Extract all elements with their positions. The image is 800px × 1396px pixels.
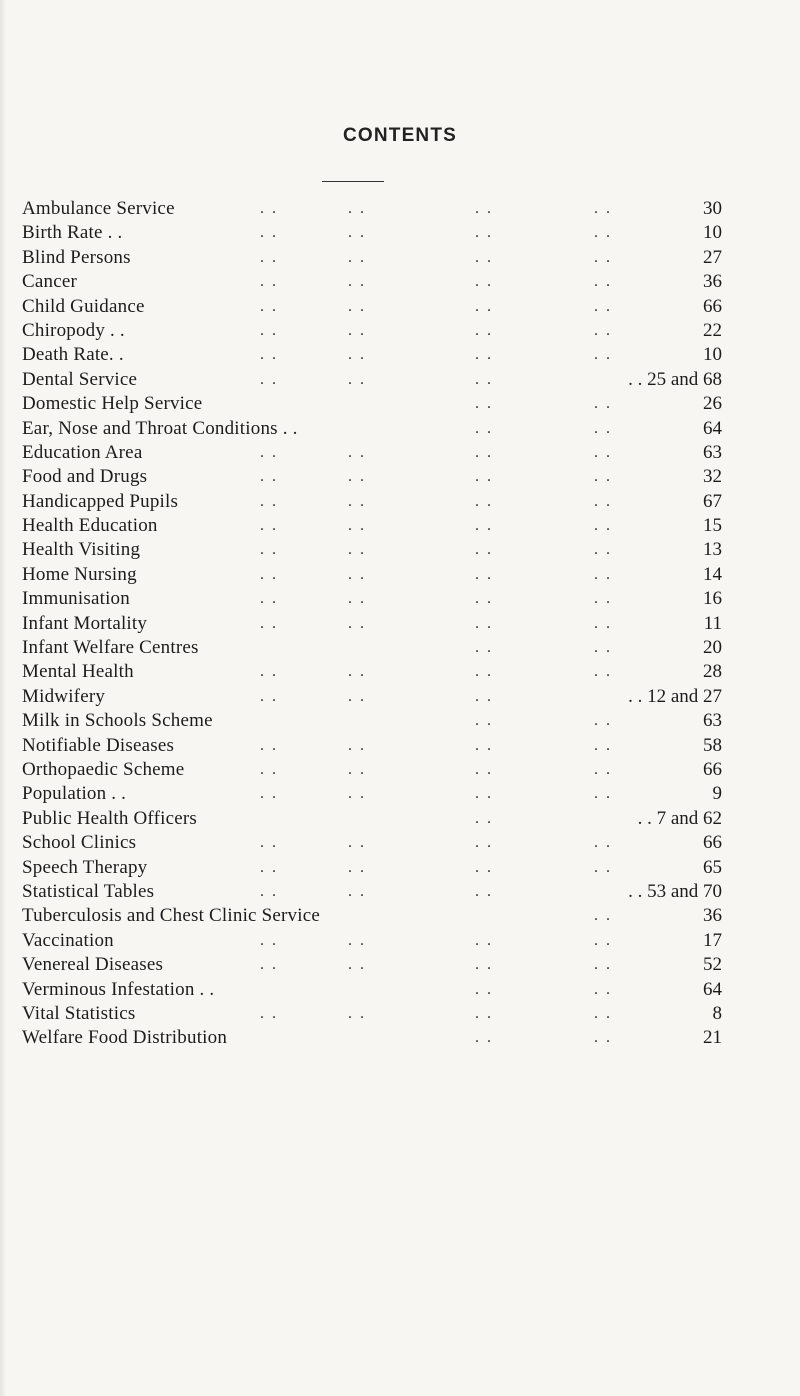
- entry-page-number: 63: [703, 441, 722, 463]
- leader-dots: . .: [475, 931, 493, 949]
- contents-entry: [22, 514, 722, 538]
- entry-page-number: 8: [712, 1002, 722, 1024]
- leader-dots: . .: [594, 931, 612, 949]
- leader-dots: . .: [475, 419, 493, 437]
- leader-dots: . .: [348, 687, 366, 705]
- entry-page-number: 28: [703, 661, 722, 683]
- entry-subject: Verminous Infestation . .: [22, 978, 215, 1000]
- contents-entry: [22, 685, 722, 709]
- entry-page-number: 11: [703, 612, 722, 634]
- leader-dots: . .: [348, 614, 366, 632]
- entry-subject: Milk in Schools Scheme: [22, 710, 213, 732]
- entry-subject: Death Rate. .: [22, 344, 124, 366]
- leader-dots: . .: [348, 736, 366, 754]
- contents-entry: [22, 953, 722, 977]
- leader-dots: . .: [594, 565, 612, 583]
- entry-page-number: 67: [703, 490, 722, 512]
- entry-page-number: 65: [703, 856, 722, 878]
- contents-entry: [22, 465, 722, 489]
- leader-dots: . .: [594, 834, 612, 852]
- leader-dots: . .: [594, 639, 612, 657]
- leader-dots: . .: [348, 492, 366, 510]
- leader-dots: . .: [594, 712, 612, 730]
- entry-subject: Mental Health: [22, 661, 134, 683]
- contents-entry: [22, 270, 722, 294]
- entry-page-number: 10: [703, 344, 722, 366]
- leader-dots: . .: [475, 980, 493, 998]
- entry-page-number: 16: [703, 588, 722, 610]
- leader-dots: . .: [475, 760, 493, 778]
- entry-subject: Infant Mortality: [22, 612, 148, 634]
- entry-subject: Home Nursing: [22, 563, 137, 585]
- leader-dots: . .: [475, 614, 493, 632]
- leader-dots: . .: [475, 858, 493, 876]
- entry-page-number: 36: [703, 271, 722, 293]
- entry-subject: Infant Welfare Centres: [22, 637, 199, 659]
- entry-page-number: 66: [703, 758, 722, 780]
- contents-entry: [22, 368, 722, 392]
- page-edge: [0, 0, 6, 1396]
- leader-dots: . .: [348, 370, 366, 388]
- leader-dots: . .: [475, 273, 493, 291]
- leader-dots: . .: [348, 785, 366, 803]
- page-title: CONTENTS: [342, 124, 458, 146]
- contents-entry: [22, 587, 722, 611]
- contents-entry: [22, 978, 722, 1002]
- leader-dots: . .: [260, 956, 278, 974]
- entry-subject: Midwifery: [22, 685, 106, 707]
- leader-dots: . .: [260, 882, 278, 900]
- leader-dots: . .: [594, 980, 612, 998]
- leader-dots: . .: [348, 882, 366, 900]
- leader-dots: . .: [475, 590, 493, 608]
- entry-subject: Public Health Officers: [22, 807, 198, 829]
- leader-dots: . .: [475, 736, 493, 754]
- leader-dots: . .: [594, 760, 612, 778]
- leader-dots: . .: [348, 224, 366, 242]
- contents-entry: [22, 758, 722, 782]
- entry-subject: Speech Therapy: [22, 856, 148, 878]
- entry-page-number: 64: [703, 417, 722, 439]
- leader-dots: . .: [594, 663, 612, 681]
- entry-page-number: 13: [703, 539, 722, 561]
- entry-page-number: 30: [703, 198, 722, 219]
- contents-entry: [22, 563, 722, 587]
- contents-entry: [22, 538, 722, 562]
- leader-dots: . .: [594, 200, 612, 217]
- entry-page-number: 66: [703, 295, 722, 317]
- leader-dots: . .: [594, 492, 612, 510]
- leader-dots: . .: [260, 760, 278, 778]
- leader-dots: . .: [260, 834, 278, 852]
- leader-dots: . .: [594, 321, 612, 339]
- leader-dots: . .: [348, 297, 366, 315]
- leader-dots: . .: [594, 614, 612, 632]
- leader-dots: . .: [475, 370, 493, 388]
- entry-page-number: 63: [703, 710, 722, 732]
- entry-subject: Population . .: [22, 783, 127, 805]
- entry-subject: Orthopaedic Scheme: [22, 758, 185, 780]
- entry-page-number: 66: [703, 832, 722, 854]
- leader-dots: . .: [475, 639, 493, 657]
- leader-dots: . .: [475, 468, 493, 486]
- leader-dots: . .: [475, 541, 493, 559]
- entry-page-number: 9: [712, 783, 722, 805]
- contents-entry: [22, 1026, 722, 1050]
- leader-dots: . .: [260, 321, 278, 339]
- entry-page-number: 32: [703, 466, 722, 488]
- entry-page-number: 17: [703, 929, 722, 951]
- leader-dots: . .: [260, 1004, 278, 1022]
- leader-dots: . .: [594, 858, 612, 876]
- leader-dots: . .: [260, 224, 278, 242]
- leader-dots: . .: [348, 321, 366, 339]
- entry-page-number: 58: [703, 734, 722, 756]
- leader-dots: . .: [475, 956, 493, 974]
- contents-entry: [22, 197, 722, 221]
- leader-dots: . .: [594, 273, 612, 291]
- leader-dots: . .: [348, 517, 366, 535]
- leader-dots: . .: [475, 492, 493, 510]
- leader-dots: . .: [475, 395, 493, 413]
- entry-page-number: 52: [703, 954, 722, 976]
- leader-dots: . .: [594, 541, 612, 559]
- leader-dots: . .: [348, 443, 366, 461]
- leader-dots: . .: [594, 956, 612, 974]
- leader-dots: . .: [348, 760, 366, 778]
- entry-subject: Immunisation: [22, 588, 130, 610]
- leader-dots: . .: [475, 443, 493, 461]
- entry-page-number: 27: [703, 246, 722, 268]
- entry-page-number: 26: [703, 393, 722, 415]
- entry-page-number: 10: [703, 222, 722, 244]
- contents-entry: [22, 392, 722, 416]
- entry-subject: Ear, Nose and Throat Conditions . .: [22, 417, 298, 439]
- entry-page-number: . . 12 and 27: [628, 685, 722, 707]
- entry-page-number: 22: [703, 319, 722, 341]
- entry-page-number: 64: [703, 978, 722, 1000]
- leader-dots: . .: [260, 273, 278, 291]
- leader-dots: . .: [260, 687, 278, 705]
- contents-entry: [22, 782, 722, 806]
- leader-dots: . .: [594, 468, 612, 486]
- leader-dots: . .: [348, 1004, 366, 1022]
- leader-dots: . .: [348, 663, 366, 681]
- entry-subject: Dental Service: [22, 368, 138, 390]
- leader-dots: . .: [594, 517, 612, 535]
- contents-entry: [22, 221, 722, 245]
- leader-dots: . .: [348, 468, 366, 486]
- leader-dots: . .: [594, 297, 612, 315]
- title-rule: [322, 181, 384, 182]
- entry-subject: Food and Drugs: [22, 466, 148, 488]
- contents-entry: [22, 1002, 722, 1026]
- leader-dots: . .: [348, 346, 366, 364]
- leader-dots: . .: [348, 590, 366, 608]
- entry-subject: Blind Persons: [22, 246, 131, 268]
- entry-subject: Tuberculosis and Chest Clinic Service: [22, 905, 321, 927]
- leader-dots: . .: [348, 858, 366, 876]
- entry-subject: Health Visiting: [22, 539, 141, 561]
- leader-dots: . .: [348, 273, 366, 291]
- entry-subject: Health Education: [22, 515, 158, 537]
- leader-dots: . .: [594, 395, 612, 413]
- contents-entry: [22, 734, 722, 758]
- entry-subject: Notifiable Diseases: [22, 734, 175, 756]
- leader-dots: . .: [260, 297, 278, 315]
- contents-entry: [22, 343, 722, 367]
- leader-dots: . .: [260, 468, 278, 486]
- leader-dots: . .: [260, 565, 278, 583]
- entry-subject: Education Area: [22, 441, 143, 463]
- leader-dots: . .: [260, 346, 278, 364]
- leader-dots: . .: [475, 321, 493, 339]
- contents-entry: [22, 612, 722, 636]
- entry-subject: Vaccination: [22, 929, 114, 951]
- leader-dots: . .: [475, 1004, 493, 1022]
- leader-dots: . .: [594, 736, 612, 754]
- contents-entry: [22, 904, 722, 928]
- leader-dots: . .: [260, 492, 278, 510]
- contents-list: [22, 197, 722, 1051]
- entry-page-number: . . 7 and 62: [637, 807, 722, 829]
- contents-entry: [22, 441, 722, 465]
- leader-dots: . .: [475, 565, 493, 583]
- leader-dots: . .: [594, 346, 612, 364]
- entry-page-number: 21: [703, 1027, 722, 1049]
- entry-page-number: 36: [703, 905, 722, 927]
- leader-dots: . .: [475, 346, 493, 364]
- leader-dots: . .: [348, 565, 366, 583]
- leader-dots: . .: [260, 858, 278, 876]
- entry-page-number: 15: [703, 515, 722, 537]
- leader-dots: . .: [475, 297, 493, 315]
- leader-dots: . .: [260, 541, 278, 559]
- leader-dots: . .: [260, 443, 278, 461]
- entry-page-number: . . 53 and 70: [628, 880, 722, 902]
- leader-dots: . .: [348, 248, 366, 266]
- contents-entry: [22, 880, 722, 904]
- leader-dots: . .: [594, 1029, 612, 1047]
- contents-entry: [22, 417, 722, 441]
- leader-dots: . .: [475, 1029, 493, 1047]
- entry-subject: Domestic Help Service: [22, 393, 203, 415]
- contents-entry: [22, 660, 722, 684]
- entry-subject: Chiropody . .: [22, 319, 125, 341]
- contents-entry: [22, 295, 722, 319]
- leader-dots: . .: [260, 736, 278, 754]
- leader-dots: . .: [260, 931, 278, 949]
- contents-entry: [22, 709, 722, 733]
- leader-dots: . .: [475, 248, 493, 266]
- contents-entry: [22, 929, 722, 953]
- leader-dots: . .: [594, 785, 612, 803]
- entry-page-number: 20: [703, 637, 722, 659]
- leader-dots: . .: [475, 517, 493, 535]
- contents-entry: [22, 856, 722, 880]
- contents-entry: [22, 319, 722, 343]
- entry-page-number: 14: [703, 563, 722, 585]
- entry-subject: Welfare Food Distribution: [22, 1027, 228, 1049]
- entry-subject: Ambulance Service: [22, 198, 175, 219]
- leader-dots: . .: [475, 785, 493, 803]
- contents-entry: [22, 831, 722, 855]
- leader-dots: . .: [475, 882, 493, 900]
- leader-dots: . .: [260, 785, 278, 803]
- entry-subject: Vital Statistics: [22, 1002, 136, 1024]
- leader-dots: . .: [475, 834, 493, 852]
- entry-subject: Child Guidance: [22, 295, 145, 317]
- leader-dots: . .: [594, 443, 612, 461]
- leader-dots: . .: [594, 590, 612, 608]
- leader-dots: . .: [260, 663, 278, 681]
- leader-dots: . .: [260, 517, 278, 535]
- entry-subject: Statistical Tables: [22, 880, 155, 902]
- entry-subject: Birth Rate . .: [22, 222, 123, 244]
- contents-entry: [22, 246, 722, 270]
- leader-dots: . .: [348, 931, 366, 949]
- entry-subject: Venereal Diseases: [22, 954, 164, 976]
- entry-page-number: . . 25 and 68: [628, 368, 722, 390]
- contents-entry: [22, 636, 722, 660]
- leader-dots: . .: [348, 956, 366, 974]
- leader-dots: . .: [348, 541, 366, 559]
- leader-dots: . .: [260, 614, 278, 632]
- entry-subject: School Clinics: [22, 832, 137, 854]
- leader-dots: . .: [594, 1004, 612, 1022]
- leader-dots: . .: [260, 200, 278, 217]
- leader-dots: . .: [475, 809, 493, 827]
- entry-subject: Cancer: [22, 271, 77, 293]
- leader-dots: . .: [260, 248, 278, 266]
- leader-dots: . .: [348, 200, 366, 217]
- contents-entry: [22, 807, 722, 831]
- leader-dots: . .: [260, 370, 278, 388]
- leader-dots: . .: [475, 663, 493, 681]
- leader-dots: . .: [594, 248, 612, 266]
- leader-dots: . .: [594, 907, 612, 925]
- contents-entry: [22, 490, 722, 514]
- leader-dots: . .: [594, 419, 612, 437]
- leader-dots: . .: [348, 834, 366, 852]
- leader-dots: . .: [475, 224, 493, 242]
- leader-dots: . .: [260, 590, 278, 608]
- leader-dots: . .: [475, 200, 493, 217]
- entry-subject: Handicapped Pupils: [22, 490, 179, 512]
- leader-dots: . .: [475, 687, 493, 705]
- leader-dots: . .: [594, 224, 612, 242]
- leader-dots: . .: [475, 712, 493, 730]
